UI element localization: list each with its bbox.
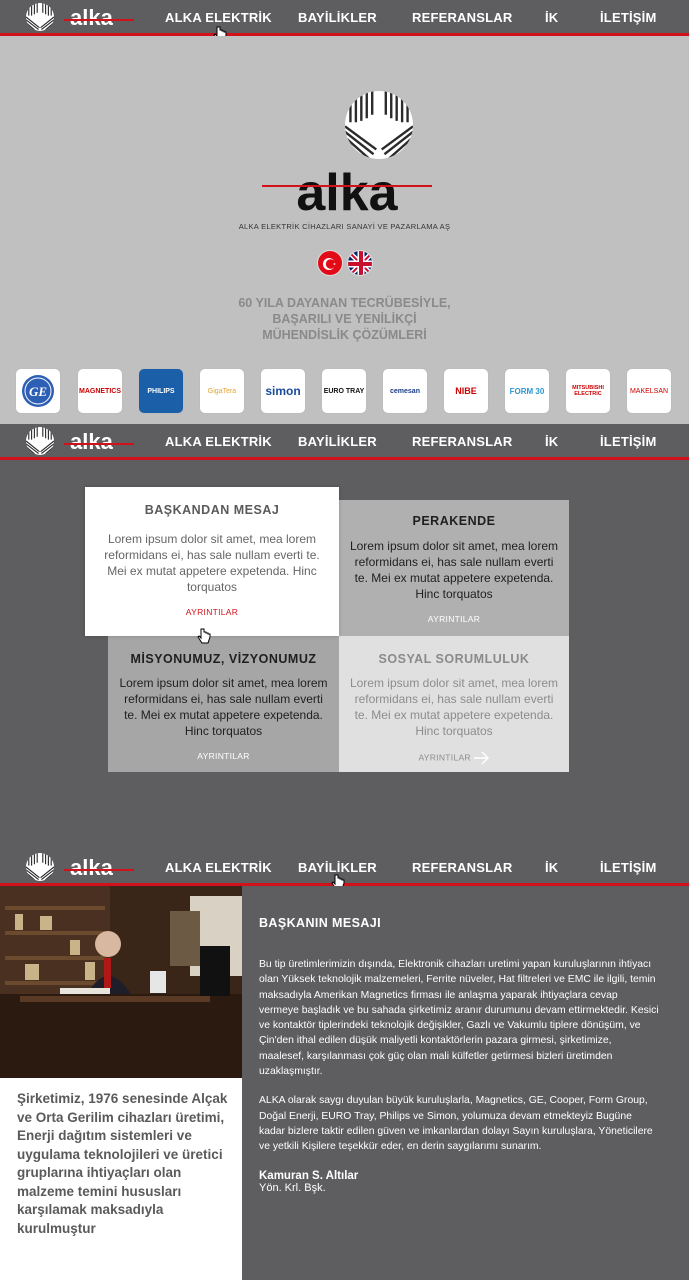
alka-mark-icon (345, 91, 413, 159)
tile-sosyal-sorumluluk[interactable] (339, 636, 569, 772)
info-tiles-section (0, 460, 689, 850)
brand-cemesan-logo[interactable]: cemesan (382, 368, 428, 414)
brand-magnetics-logo[interactable]: MAGNETICS (77, 368, 123, 414)
brand-nibe-logo[interactable]: NIBE (443, 368, 489, 414)
nav-iletisim[interactable]: İLETİŞİM (600, 10, 657, 25)
president-message-section (0, 886, 689, 1280)
message-paragraph-1: Bu tip üretimlerimizin dışında, Elektronik cihazları uretimi yapan kuruluşlarının ihtiyacı olan Yüksek teknolojik malzemeleri, Ferrite nüveler, Hat filtreleri ve EMC ile ilgili, temin maksadıyla Amerikan Magnetics firması ile anlaşma yaparak ihtiyaçlara cevap vermeye başladık ve bu sahada şirketimiz aranır durumunu devam ettirmektedir. Kesici ve kontaktör tiplerindeki teknolojik değişikler, Gazlı ve Vakumlu tiplere dönüşüm, ve Çin'den ithal edilen düşük maliyetli kontaktörlerin pazara girmesi, şirketimize, maalesef, karşılanması çok güç olan mali külfetler getirmesi bizleri üretimden uzaklaşmıştır. (259, 959, 659, 1078)
tile-baskandan-mesaj[interactable] (85, 487, 339, 636)
svg-text:alka: alka (70, 855, 113, 880)
nav-alka-elektrik[interactable]: ALKA ELEKTRİK (165, 434, 272, 449)
tile-more-link[interactable]: AYRINTILAR (197, 751, 250, 761)
tile-title: PERAKENDE (412, 514, 496, 528)
nav-referanslar[interactable]: REFERANSLAR (412, 10, 513, 25)
alka-wordmark (262, 166, 432, 216)
nav-ik[interactable]: İK (545, 860, 559, 875)
tile-more-link[interactable]: AYRINTILAR (427, 614, 481, 624)
nav-referanslar[interactable]: REFERANSLAR (412, 434, 513, 449)
tile-more-label: AYRINTILAR (418, 752, 471, 763)
site-logo-3[interactable] (26, 853, 136, 881)
brand-logos-row (0, 368, 689, 416)
tile-misyon[interactable] (108, 636, 339, 772)
brand-mitsubishi-logo[interactable]: MITSUBISHI ELECTRIC (565, 368, 611, 414)
nav-referanslar[interactable]: REFERANSLAR (412, 860, 513, 875)
tile-title: BAŞKANDAN MESAJ (144, 503, 280, 517)
tile-text: Lorem ipsum dolor sit amet, mea lorem reformidans ei, has sale nullam everti te. Mei ex mutat appetere expetenda. Hinc torquatos (349, 539, 559, 601)
svg-text:alka: alka (70, 429, 113, 454)
site-logo[interactable] (26, 3, 136, 31)
arrow-right-icon (474, 751, 490, 765)
svg-text:alka: alka (70, 5, 113, 30)
tile-perakende[interactable] (339, 500, 569, 636)
nav-alka-elektrik[interactable]: ALKA ELEKTRİK (165, 10, 272, 25)
tile-text: Lorem ipsum dolor sit amet, mea lorem reformidans ei, has sale nullam everti te. Mei ex mutat appetere expetenda. Hinc torquatos (119, 676, 328, 738)
hero-tagline (0, 295, 689, 343)
message-title: BAŞKANIN MESAJI (259, 916, 381, 930)
nav-iletisim[interactable]: İLETİŞİM (600, 860, 657, 875)
tile-more-link[interactable]: AYRINTILAR (185, 607, 239, 617)
hero-section (0, 36, 689, 424)
svg-text:alka: alka (296, 166, 398, 216)
tagline-line-1: 60 YILA DAYANAN TECRÜBESİYLE, (238, 296, 451, 310)
company-quote: Şirketimiz, 1976 senesinde Alçak ve Orta Gerilim cihazları üretimi, Enerji dağıtım sistemleri ve uygulama teknolojileri ve üretici gruplarına ihtiyaçları olan malzeme temini hususları karşılamak maksadıyla kurulmuştur (0, 1078, 242, 1280)
uk-flag-icon[interactable] (347, 250, 373, 276)
signature-role: Yön. Krl. Bşk. (259, 1181, 326, 1194)
brand-ge-logo[interactable] (15, 368, 61, 414)
brand-gigatera-logo[interactable]: GigaTera (199, 368, 245, 414)
top-nav (0, 0, 689, 36)
nav-iletisim[interactable]: İLETİŞİM (600, 434, 657, 449)
top-nav-2 (0, 424, 689, 460)
brand-makelsan-logo[interactable]: MAKELSAN (626, 368, 672, 414)
nav-ik[interactable]: İK (545, 434, 559, 449)
hand-cursor-icon (197, 628, 211, 646)
signature-name: Kamuran S. Altılar (259, 1169, 359, 1182)
nav-alka-elektrik[interactable]: ALKA ELEKTRİK (165, 860, 272, 875)
tagline-line-2: BAŞARILI VE YENİLİKÇİ (272, 312, 417, 326)
tile-text: Lorem ipsum dolor sit amet, mea lorem reformidans ei, has sale nullam everti te. Mei ex mutat appetere expetenda. Hinc torquatos (349, 676, 559, 738)
brand-form-logo[interactable]: FORM 30 (504, 368, 550, 414)
tile-title: SOSYAL SORUMLULUK (378, 652, 530, 666)
president-photo (0, 886, 242, 1078)
tile-text: Lorem ipsum dolor sit amet, mea lorem reformidans ei, has sale nullam everti te. Mei ex mutat appetere expetenda. Hinc torquatos (104, 532, 320, 594)
nav-bayilikler[interactable]: BAYİLİKLER (298, 434, 377, 449)
site-logo-2[interactable] (26, 427, 136, 455)
tagline-line-3: MÜHENDİSLİK ÇÖZÜMLERİ (262, 328, 427, 342)
nav-ik[interactable]: İK (545, 10, 559, 25)
brand-simon-logo[interactable]: simon (260, 368, 306, 414)
nav-bayilikler[interactable]: BAYİLİKLER (298, 10, 377, 25)
nav-bayilikler[interactable]: BAYİLİKLER (298, 860, 377, 875)
tr-flag-icon[interactable] (317, 250, 343, 276)
brand-philips-logo[interactable]: PHILIPS (138, 368, 184, 414)
tile-title: MİSYONUMUZ, VİZYONUMUZ (130, 652, 317, 666)
company-name: ALKA ELEKTRİK CİHAZLARI SANAYİ VE PAZARLAMA AŞ (238, 222, 451, 231)
tile-more-link[interactable] (339, 751, 569, 765)
svg-text:GE: GE (28, 384, 48, 399)
message-paragraph-2: ALKA olarak saygı duyulan büyük kuruluşlarla, Magnetics, GE, Cooper, Form Group, Doğal Enerji, EURO Tray, Philips ve Simon, yolumuza devam etmekteyiz Bugüne kadar bizlere taktir edilen güven ve imkanlardan dolayı Sayın kuruluşlara, Yöneticilere ve yetkili Kişilere teşekkür eder, en derin saygılarımı sunarım. (259, 1095, 653, 1153)
message-body (259, 916, 659, 1194)
brand-eurotray-logo[interactable]: EURO TRAY (321, 368, 367, 414)
